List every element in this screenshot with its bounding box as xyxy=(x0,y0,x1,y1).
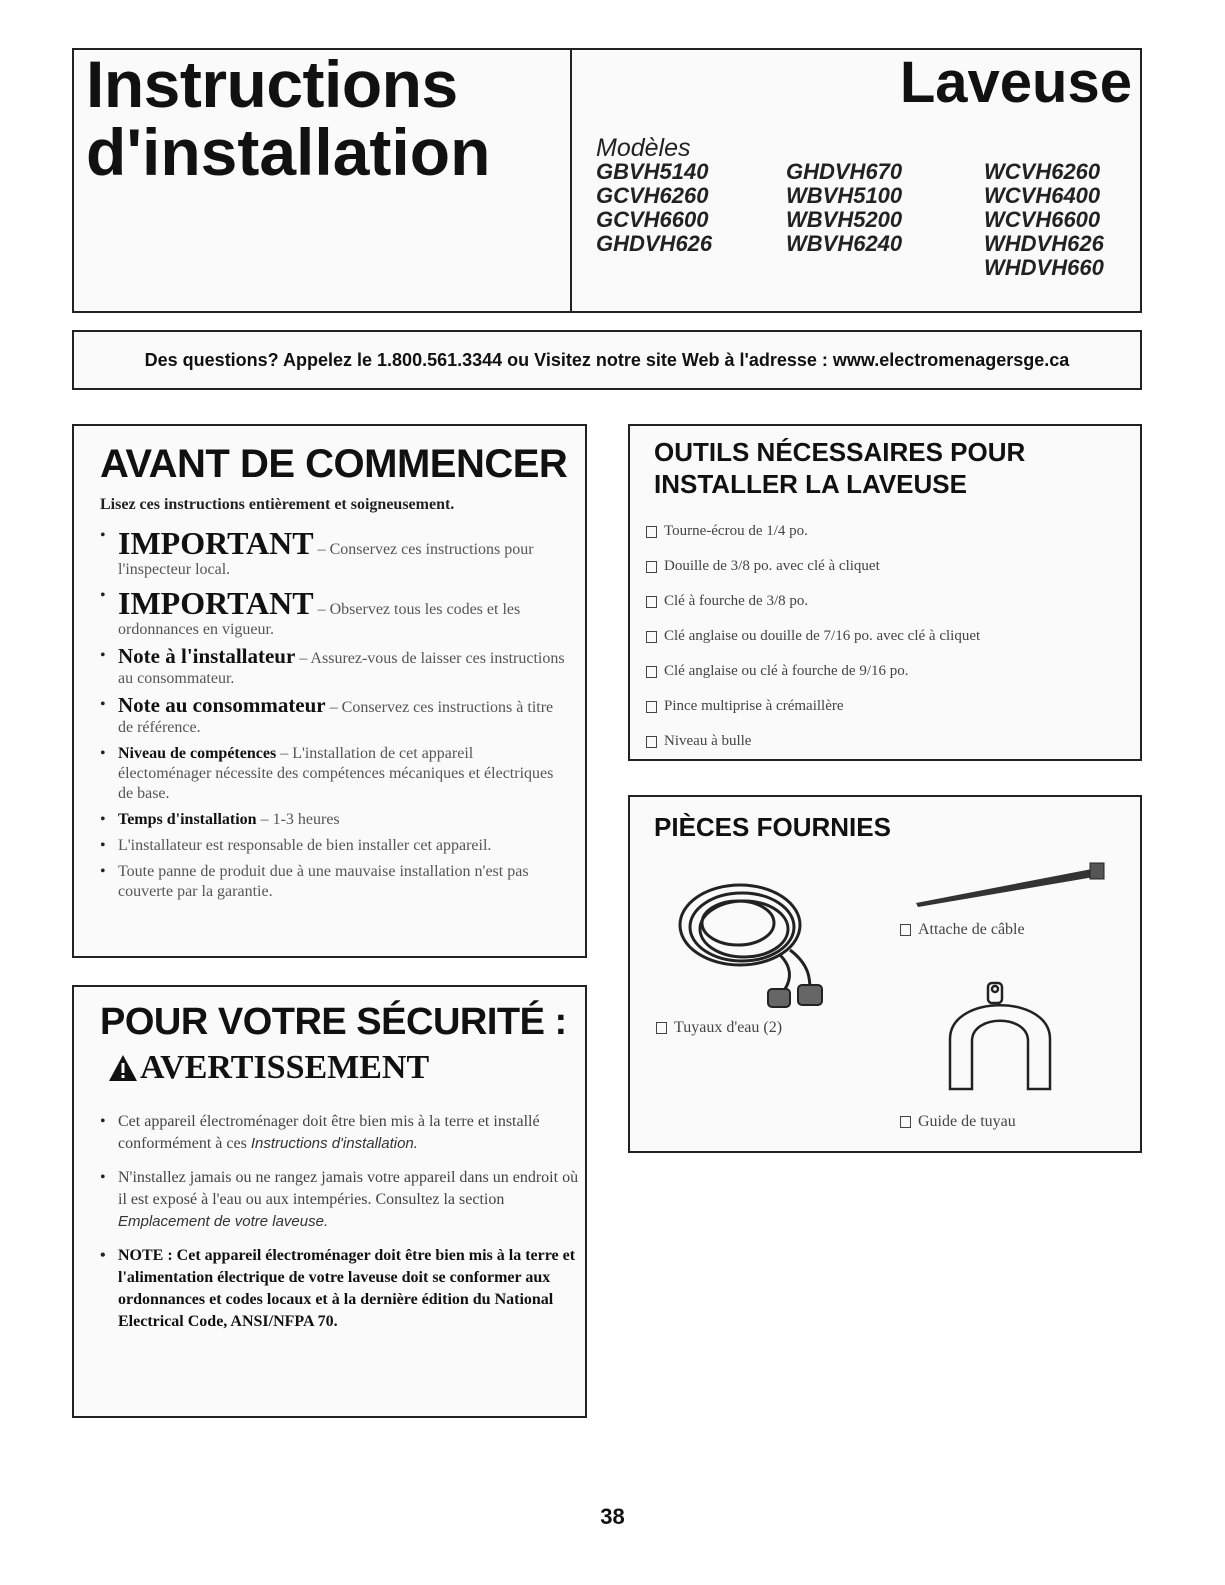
checkbox-icon xyxy=(646,701,657,713)
safety-list xyxy=(100,1111,580,1345)
model-number: WCVH6600 xyxy=(984,207,1101,232)
warning-heading xyxy=(108,1049,429,1087)
instructions-list xyxy=(100,526,570,908)
model-number: GHDVH626 xyxy=(596,231,713,256)
section-title: PIÈCES FOURNIES xyxy=(654,812,891,842)
checkbox-icon xyxy=(646,596,657,608)
section-title: POUR VOTRE SÉCURITÉ : xyxy=(100,1001,567,1043)
checkbox-icon xyxy=(646,631,657,643)
checkbox-icon xyxy=(656,1022,667,1034)
title-line-1: Instructions xyxy=(86,47,458,121)
list-item: • Toute panne de produit due à une mauvaise installation n'est pas couverte par la garantie. xyxy=(100,862,570,902)
checklist-item: Clé anglaise ou douille de 7/16 po. avec clé à cliquet xyxy=(646,619,980,654)
checkbox-icon xyxy=(900,1116,911,1128)
checklist-item: Pince multiprise à crémaillère xyxy=(646,689,980,724)
model-number: WBVH5200 xyxy=(786,207,903,232)
checkbox-icon xyxy=(900,924,911,936)
part-label: Tuyaux d'eau (2) xyxy=(656,1019,782,1037)
checkbox-icon xyxy=(646,736,657,748)
hose-guide-icon xyxy=(930,969,1070,1099)
list-item: • Note au consommateur – Conservez ces instructions à titre de référence. xyxy=(100,695,570,738)
warning-triangle-icon xyxy=(108,1054,138,1082)
model-number: WHDVH660 xyxy=(984,255,1104,280)
list-item: • Niveau de compétences – L'installation de cet appareil électoménager nécessite des compétences mécaniques et électriques de base. xyxy=(100,744,570,804)
part-label: Attache de câble xyxy=(900,921,1025,939)
checklist-item: Clé à fourche de 3/8 po. xyxy=(646,584,980,619)
list-item: • IMPORTANT – Conservez ces instructions pour l'inspecteur local. xyxy=(100,526,570,580)
checkbox-icon xyxy=(646,561,657,573)
tools-checklist xyxy=(646,514,980,759)
list-item: • N'installez jamais ou ne rangez jamais votre appareil dans un endroit où il est exposé à l'eau ou aux intempéries. Consultez la section Emplacement de votre laveuse. xyxy=(100,1167,580,1233)
model-number: WBVH6240 xyxy=(786,231,903,256)
title-line-2: d'installation xyxy=(86,115,491,189)
checkbox-icon xyxy=(646,666,657,678)
page-number: 38 xyxy=(600,1504,625,1529)
models-column-2 xyxy=(786,160,902,256)
checklist-item: Douille de 3/8 po. avec clé à cliquet xyxy=(646,549,980,584)
water-hoses-icon xyxy=(670,865,840,1025)
model-number: GBVH5140 xyxy=(596,159,709,184)
part-label: Guide de tuyau xyxy=(900,1113,1016,1131)
supplied-parts-panel xyxy=(628,795,1142,1153)
warning-label: AVERTISSEMENT xyxy=(140,1049,430,1086)
checklist-item: Niveau à bulle xyxy=(646,724,980,759)
list-item: • L'installateur est responsable de bien installer cet appareil. xyxy=(100,836,570,856)
contact-text: Des questions? Appelez le 1.800.561.3344 ou Visitez notre site Web à l'adresse : www.electromenagersge.ca xyxy=(144,349,1070,370)
checklist-item: Clé anglaise ou clé à fourche de 9/16 po. xyxy=(646,654,980,689)
section-title: AVANT DE COMMENCER xyxy=(100,442,568,486)
model-number: WHDVH626 xyxy=(984,231,1104,256)
checklist-item: Tourne-écrou de 1/4 po. xyxy=(646,514,980,549)
list-item: • Temps d'installation – 1-3 heures xyxy=(100,810,570,830)
models-column-3 xyxy=(984,160,1104,280)
tools-panel xyxy=(628,424,1142,761)
list-item: • Cet appareil électroménager doit être bien mis à la terre et installé conformément à ces Instructions d'installation. xyxy=(100,1111,580,1155)
model-number: WCVH6260 xyxy=(984,159,1101,184)
product-name: Laveuse xyxy=(899,50,1132,115)
model-number: GCVH6260 xyxy=(596,183,709,208)
section-title: OUTILS NÉCESSAIRES POUR INSTALLER LA LAVEUSE xyxy=(654,437,1026,499)
models-label: Modèles xyxy=(596,134,691,162)
model-number: WBVH5100 xyxy=(786,183,903,208)
cable-tie-icon xyxy=(912,855,1112,915)
list-item: • Note à l'installateur – Assurez-vous de laisser ces instructions au consommateur. xyxy=(100,646,570,689)
model-number: GHDVH670 xyxy=(786,159,903,184)
checkbox-icon xyxy=(646,526,657,538)
model-number: WCVH6400 xyxy=(984,183,1101,208)
title-panel xyxy=(72,48,572,313)
list-item: • NOTE : Cet appareil électroménager doit être bien mis à la terre et l'alimentation électrique de votre laveuse doit se conformer aux ordonnances et codes locaux et à la dernière édition du National Electrical Code, ANSI/NFPA 70. xyxy=(100,1245,580,1333)
contact-banner xyxy=(72,330,1142,390)
models-panel xyxy=(572,48,1142,313)
model-number: GCVH6600 xyxy=(596,207,709,232)
list-item: • IMPORTANT – Observez tous les codes et les ordonnances en vigueur. xyxy=(100,586,570,640)
models-column-1 xyxy=(596,160,712,256)
section-subtitle: Lisez ces instructions entièrement et soigneusement. xyxy=(100,496,455,513)
safety-panel xyxy=(72,985,587,1418)
before-you-begin-panel xyxy=(72,424,587,958)
